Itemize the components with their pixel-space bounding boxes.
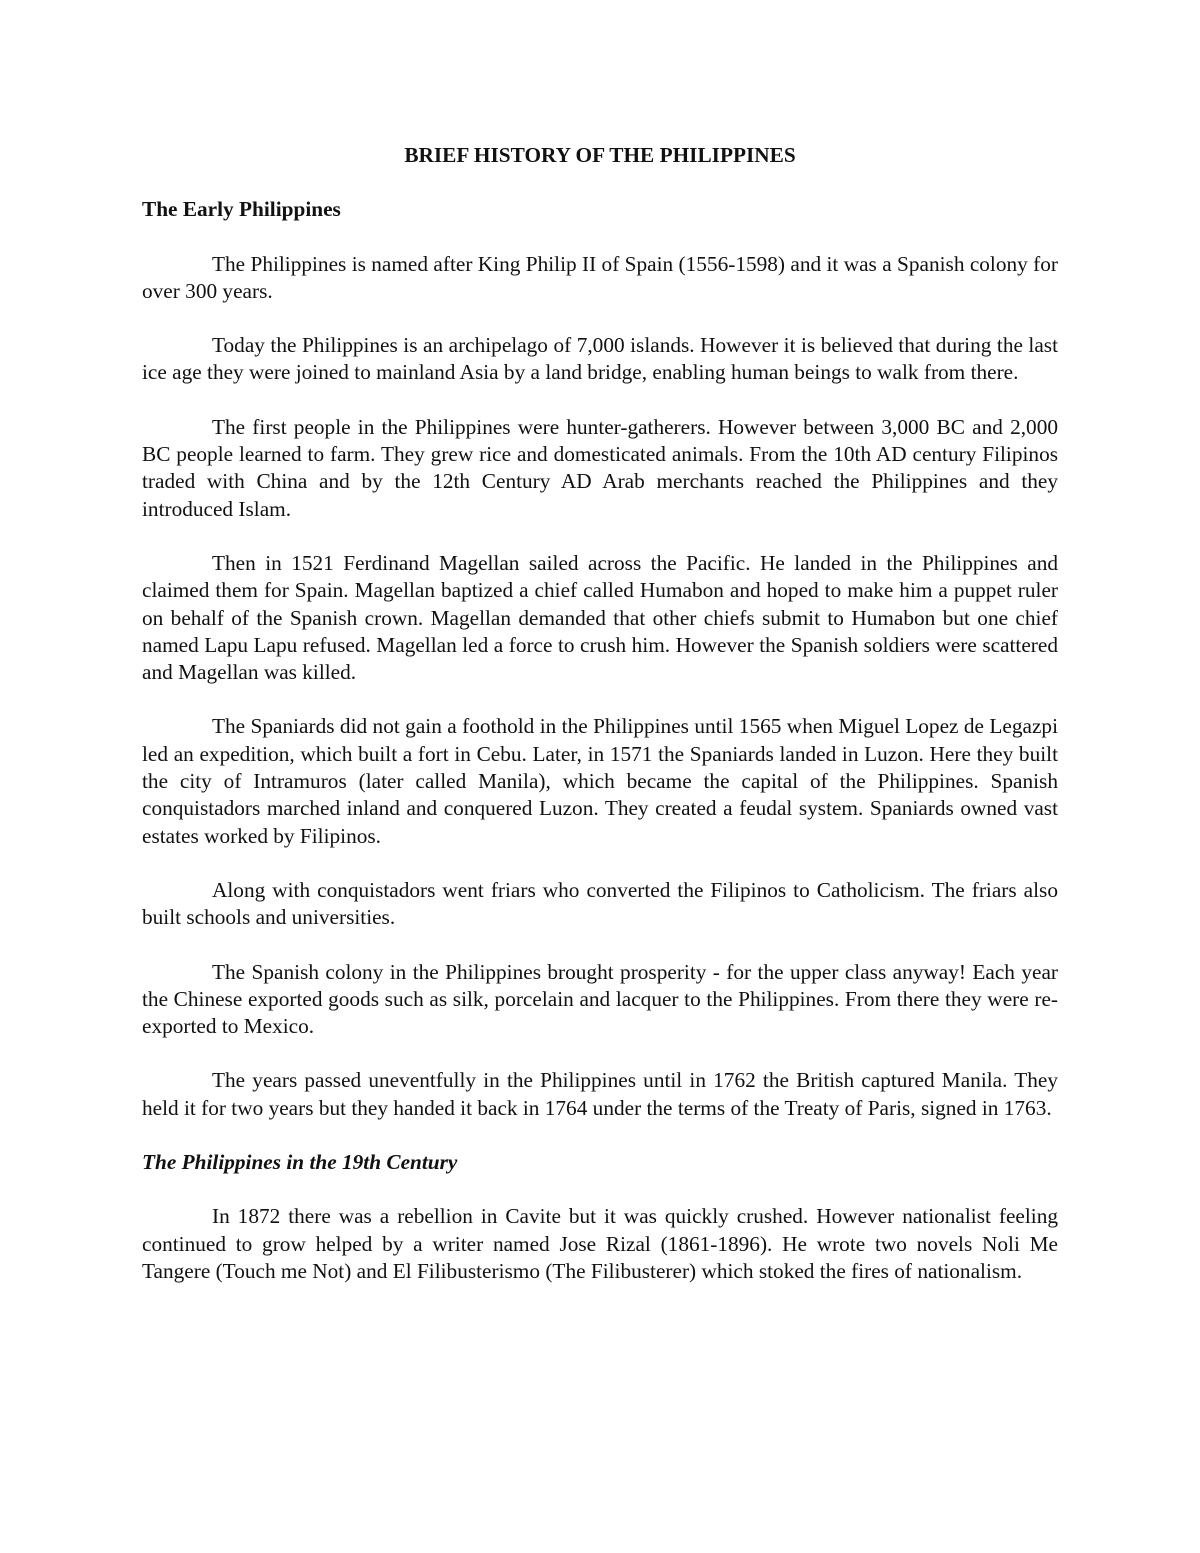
paragraph: The years passed uneventfully in the Philippines until in 1762 the British captured Manila. They held it for two years but they handed it back in 1764 under the terms of the Treaty of Paris, signed in 1763. bbox=[142, 1068, 1058, 1120]
section-heading-19th-century: The Philippines in the 19th Century bbox=[142, 1150, 458, 1175]
paragraph: The first people in the Philippines were hunter-gatherers. However between 3,000 BC and 2,000 BC people learned to farm. They grew rice and domesticated animals. From the 10th AD century Filipinos traded with China and by the 12th Century AD Arab merchants reached the Philippines and they introduced Islam. bbox=[142, 414, 1058, 521]
paragraph: In 1872 there was a rebellion in Cavite but it was quickly crushed. However nationalist feeling continued to grow helped by a writer named Jose Rizal (1861-1896). He wrote two novels Noli Me Tangere (Touch me Not) and El Filibusterismo (The Filibusterer) which stoked the fires of nationalism. bbox=[142, 1204, 1058, 1283]
paragraph: Today the Philippines is an archipelago of 7,000 islands. However it is believed that during the last ice age they were joined to mainland Asia by a land bridge, enabling human beings to walk from there. bbox=[142, 333, 1058, 385]
paragraph: Then in 1521 Ferdinand Magellan sailed across the Pacific. He landed in the Philippines and claimed them for Spain. Magellan baptized a chief called Humabon and hoped to make him a puppet ruler on behalf of the Spanish crown. Magellan demanded that other chiefs submit to Humabon but one chief named Lapu Lapu refused. Magellan led a force to crush him. However the Spanish soldiers were scattered and Magellan was killed. bbox=[142, 550, 1058, 685]
document-page bbox=[142, 142, 1058, 1312]
paragraph: The Spanish colony in the Philippines brought prosperity - for the upper class anyway! Each year the Chinese exported goods such as silk, porcelain and lacquer to the Philippines. From there they were re-exported to Mexico. bbox=[142, 959, 1058, 1039]
paragraph: The Philippines is named after King Philip II of Spain (1556-1598) and it was a Spanish colony for over 300 years. bbox=[142, 251, 1058, 303]
section-heading-early-philippines: The Early Philippines bbox=[142, 197, 341, 222]
document-title: BRIEF HISTORY OF THE PHILIPPINES bbox=[404, 143, 796, 167]
paragraph: Along with conquistadors went friars who converted the Filipinos to Catholicism. The friars also built schools and universities. bbox=[142, 877, 1058, 930]
paragraph: The Spaniards did not gain a foothold in the Philippines until 1565 when Miguel Lopez de Legazpi led an expedition, which built a fort in Cebu. Later, in 1571 the Spaniards landed in Luzon. Here they built the city of Intramuros (later called Manila), which became the capital of the Philippines. Spanish conquistadors marched inland and conquered Luzon. They created a feudal system. Spaniards owned vast estates worked by Filipinos. bbox=[142, 714, 1058, 848]
